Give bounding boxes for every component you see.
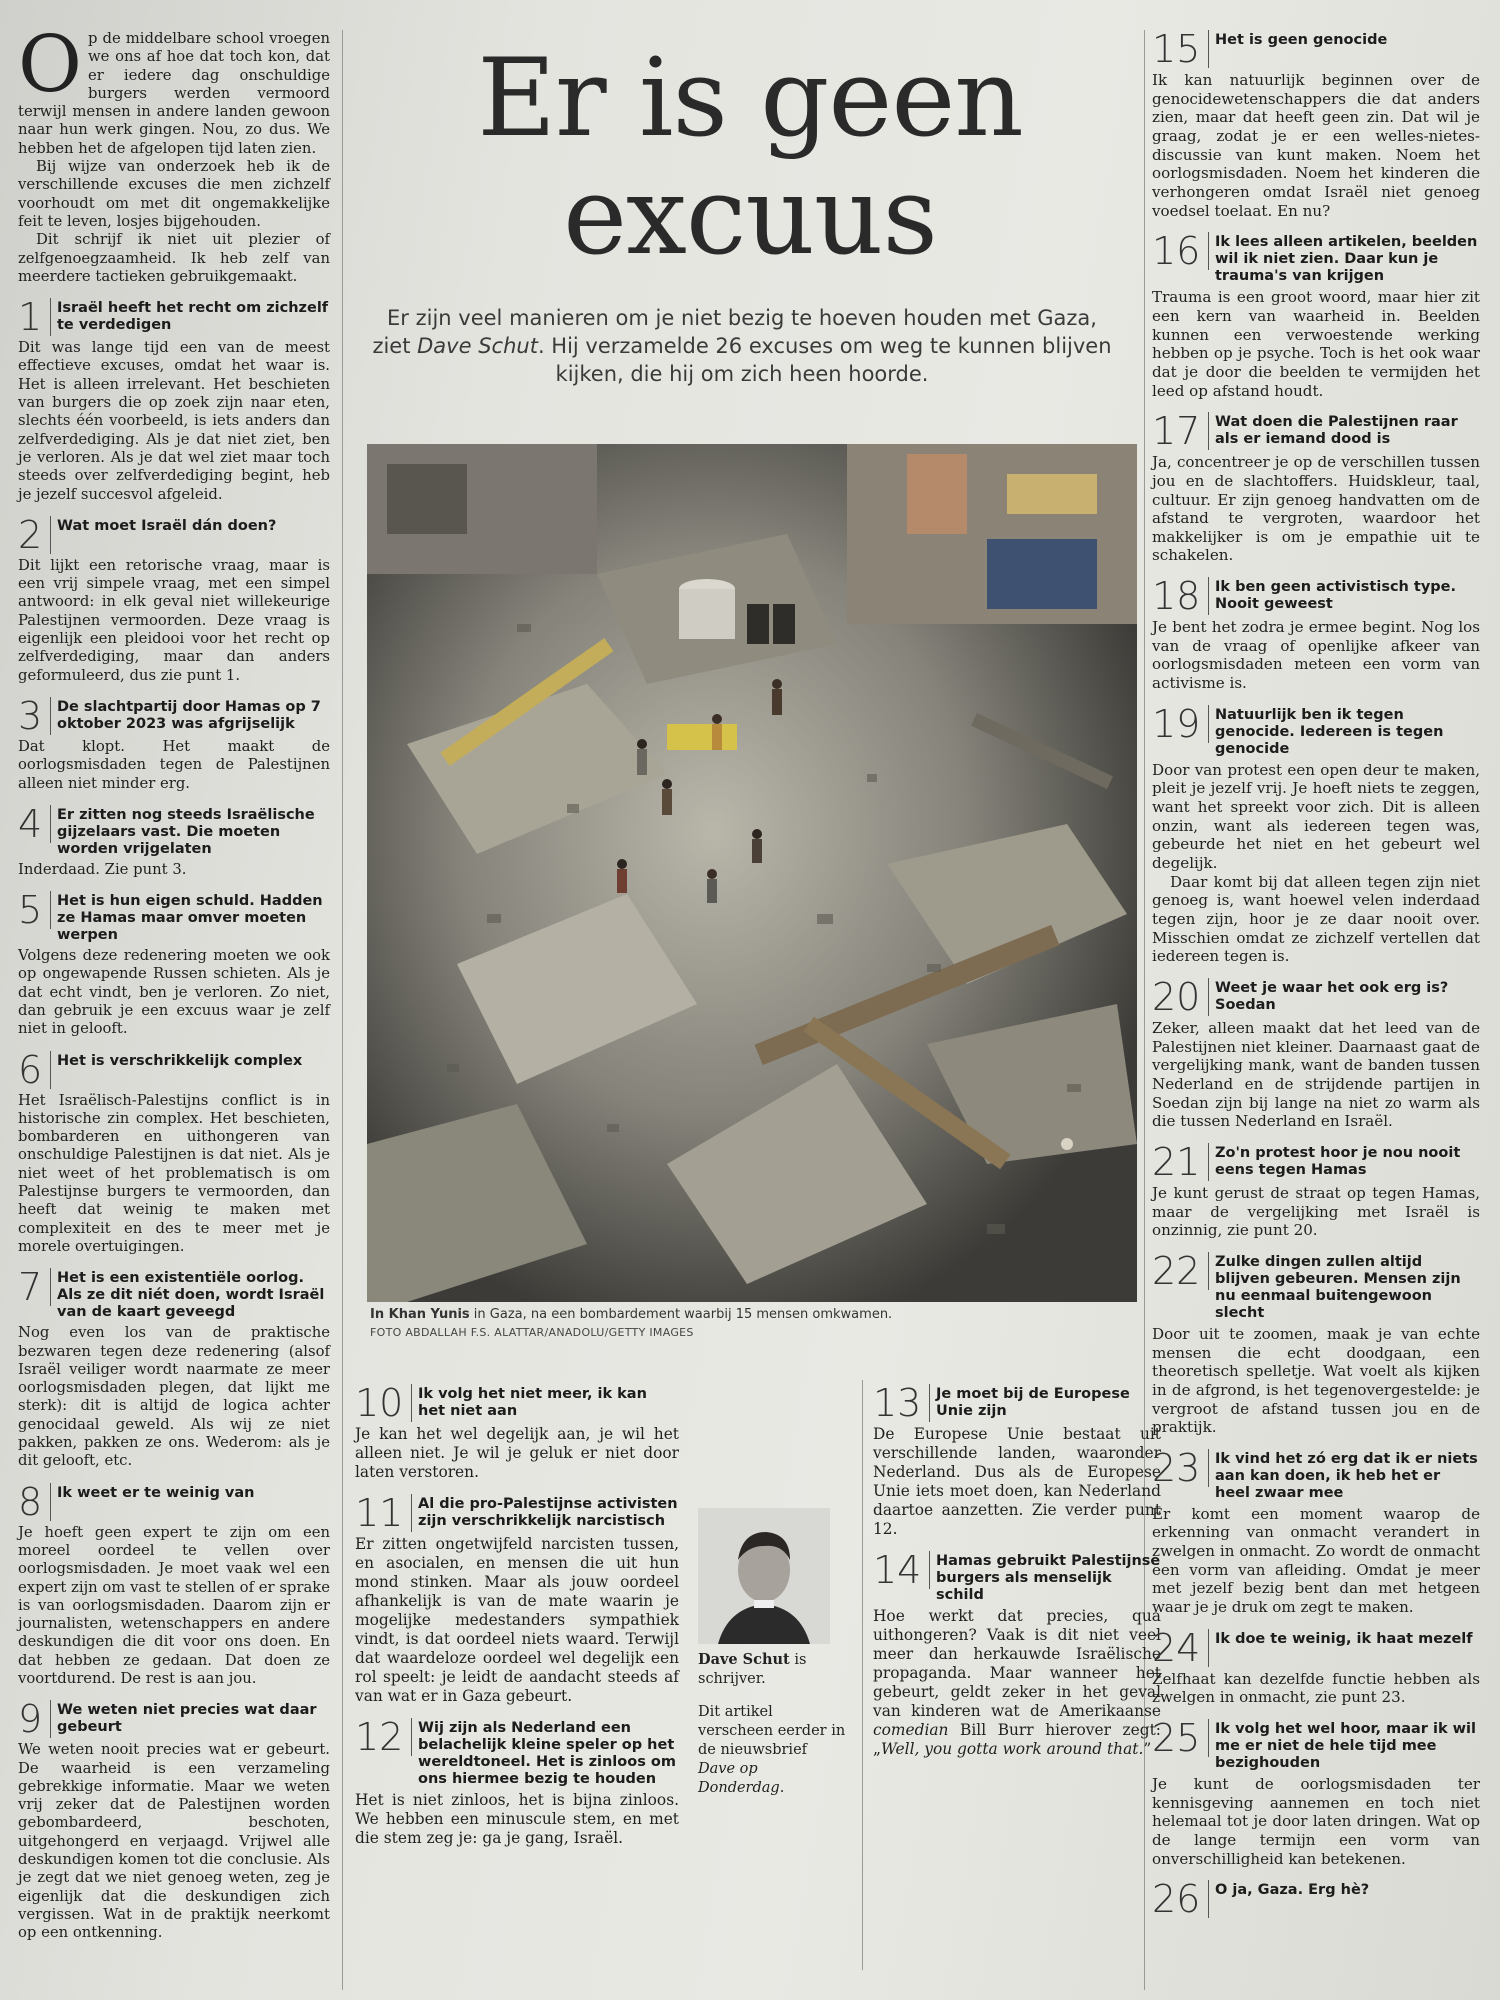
excuse-item xyxy=(1152,974,1480,1131)
excuse-title: Het is geen genocide xyxy=(1215,32,1388,48)
excuse-item xyxy=(1152,1139,1480,1240)
excuse-title: Ik vind het zó erg dat ik er niets aan kan doen, ik heb het er heel zwaar mee xyxy=(1215,1450,1478,1501)
intro-text-before: Er zijn veel manieren om je niet bezig te hoeven houden met Gaza, ziet xyxy=(372,306,1097,358)
excuse-title: Het is hun eigen schuld. Hadden ze Hamas maar omver moeten werpen xyxy=(57,893,323,944)
excuse-body xyxy=(873,1607,1161,1759)
excuse-body: Je kan het wel degelijk aan, je wil het alleen niet. Je wil je geluk er niet door laten verstoren. xyxy=(355,1425,679,1481)
excuse-number: 18 xyxy=(1152,577,1209,615)
excuse-item xyxy=(355,1381,679,1482)
excuse-number: 17 xyxy=(1152,412,1209,450)
author-portrait-illustration xyxy=(698,1508,830,1644)
excuse-title: Hamas gebruikt Palestijnse burgers als menselijk schild xyxy=(936,1553,1161,1603)
excuse-title: Israël heeft het recht om zichzelf te verdedigen xyxy=(57,300,329,334)
excuse-body: Je hoeft geen expert te zijn om een moreel oordeel te vellen over oorlogsmisdaden. Je moet vaak wel een expert zijn om vast te stellen of er sprake is van oorlogsmisdaden. Daarom zijn er journalisten, wetenschappers en andere deskundigen die dit voor ons doen. En dat hebben ze gedaan. Dat doen ze voortdurend. De rest is aan jou. xyxy=(18,1523,330,1687)
excuse-number: 15 xyxy=(1152,30,1209,68)
column-4 xyxy=(1152,27,1480,1922)
bio-note-pre: Dit artikel verscheen eerder in de nieuwsbrief xyxy=(698,1704,846,1758)
excuse-item xyxy=(1152,1877,1480,1922)
excuse-title: O ja, Gaza. Erg hè? xyxy=(1215,1882,1370,1899)
excuse-body: Je kunt gerust de straat op tegen Hamas, maar de vergelijking met Israël is onzinnig, zie punt 20. xyxy=(1152,1183,1480,1240)
column-rule xyxy=(342,30,343,1990)
intro-text-after: . Hij verzamelde 26 excuses om weg te kunnen blijven kijken, die hij om zich heen hoorde. xyxy=(537,334,1112,386)
excuse-number: 21 xyxy=(1152,1143,1209,1181)
excuse-item xyxy=(1152,1445,1480,1617)
excuse-title: Natuurlijk ben ik tegen genocide. Iedereen is tegen genocide xyxy=(1215,706,1444,757)
excuse-number: 1 xyxy=(18,298,51,336)
excuse-body: Dit was lange tijd een van de meest effectieve excuses, omdat het waar is. Het is alleen irrelevant. Het beschieten van burgers die op zoek zijn naar eten, slechts één voorbeeld, is iets anders dan zelfverdediging. Als je dat niet ziet, ben je verloren. Als je dat wel ziet maar toch steeds over zelfverdediging begint, heb je jezelf succesvol afgeleid. xyxy=(18,339,330,503)
headline-line-2: excuus xyxy=(563,154,937,279)
bio-role: is schrijver. xyxy=(698,1652,807,1687)
excuse-item xyxy=(1152,409,1480,565)
excuse-body: Door uit te zoomen, maak je van echte mensen die echt doodgaan, een theoretisch spelletje. Wat voelt als kijken in de afgrond, is het tegenovergestelde: je vergroot de afstand tussen jou en de praktijk. xyxy=(1152,1324,1480,1437)
excuse-item xyxy=(18,693,330,793)
excuse-title: Ik lees alleen artikelen, beelden wil ik niet zien. Daar kun je trauma's van krijgen xyxy=(1215,234,1478,285)
excuse-item xyxy=(355,1715,679,1848)
excuse-title: Ik ben geen activistisch type. Nooit geweest xyxy=(1215,579,1457,613)
excuse-number: 22 xyxy=(1152,1252,1209,1290)
excuse-title: Het is een existentiële oorlog. Als ze dit niét doen, wordt Israël van de kaart geveegd xyxy=(57,1270,325,1321)
excuse-body: Het is niet zinloos, het is bijna zinloos. We hebben een minuscule stem, en met die stem zeg je: ga je gang, Israël. xyxy=(355,1791,679,1847)
excuse-body-2: Daar komt bij dat alleen tegen zijn niet genoeg is, want hoewel velen inderdaad tegen zijn, hoor je ze daar nooit over. Misschien omdat ze zichzelf vertellen dat iedereen tegen is. xyxy=(1152,872,1480,966)
excuse-item xyxy=(873,1548,1161,1759)
excuse-item xyxy=(18,512,330,685)
excuse-item xyxy=(1152,574,1480,693)
excuse-body: Dit lijkt een retorische vraag, maar is een vrij simpele vraag, met een simpel antwoord: in elk geval niet willekeurige Palestijnen vermoorden. Deze vraag is eigenlijk een pleidooi voor het recht op zelfverdediging, maar dan anders geformuleerd, dus zie punt 1. xyxy=(18,556,330,684)
excuse-item xyxy=(18,295,330,504)
excuse-body: De Europese Unie bestaat uit verschillende landen, waaronder Nederland. Dus als de Europese Unie iets moet doen, kan Nederland daartoe aanzetten. Zie verder punt 12. xyxy=(873,1425,1161,1538)
headline-line-1: Er is geen xyxy=(477,36,1023,161)
excuse-title: Ik volg het wel hoor, maar ik wil me er niet de hele tijd mee bezighouden xyxy=(1215,1721,1476,1772)
excuse-body: Trauma is een groot woord, maar hier zit een kern van waarheid in. Beelden kunnen een verwoestende werking hebben op je psyche. Toch is het ook waar dat je door die beelden te vermijden het leed op afstand houdt. xyxy=(1152,288,1480,400)
excuse-item xyxy=(1152,1248,1480,1437)
excuse-item xyxy=(1152,701,1480,966)
excuse-number: 24 xyxy=(1152,1629,1209,1667)
author-portrait xyxy=(698,1508,830,1644)
caption-place: In Khan Yunis xyxy=(370,1307,470,1322)
excuse-body: Er komt een moment waarop de erkenning van onmacht verandert in zwelgen in onmacht. Zo wordt de onmacht een vorm van afleiding. Omdat je meer met jezelf bezig bent dan met hetgeen waar je je druk om zegt te maken. xyxy=(1152,1504,1480,1617)
excuse-body: Zelfhaat kan dezelfde functie hebben als zwelgen in onmacht, zie punt 23. xyxy=(1152,1669,1480,1707)
caption-text: in Gaza, na een bombardement waarbij 15 mensen omkwamen. xyxy=(469,1307,893,1322)
excuse-body: Zeker, alleen maakt dat het leed van de Palestijnen niet kleiner. Daarnaast gaat de vergelijking mank, want de banden tussen Nederland en de strijdende partijen in Soedan zijn bij lange na niet zo warm als die tussen Nederland en Israël. xyxy=(1152,1018,1480,1131)
excuse-number: 7 xyxy=(18,1268,51,1306)
excuse-item xyxy=(18,1479,330,1689)
excuse-number: 16 xyxy=(1152,232,1209,270)
excuse-item xyxy=(873,1381,1161,1539)
excuse-number: 20 xyxy=(1152,978,1209,1016)
excuse-item xyxy=(1152,1625,1480,1707)
excuse-number: 23 xyxy=(1152,1449,1209,1487)
excuse-number: 13 xyxy=(873,1384,930,1422)
excuse-title: Weet je waar het ook erg is? Soedan xyxy=(1215,979,1449,1013)
excuse-item xyxy=(18,1697,330,1942)
excuse-quote-close: ” xyxy=(1143,1740,1152,1758)
excuse-body: Door van protest een open deur te maken, pleit je jezelf vrij. Je hoeft niets te zeggen, want het spreekt voor zich. Dit is alleen onzin, want als iedereen tegen was, gebeurde het niet en het gebeurt wel degelijk. xyxy=(1152,760,1480,873)
opening-p3: Dit schrijf ik niet uit plezier of zelfgenoegzaamheid. Ik heb zelf van meerdere tactieken gebruikgemaakt. xyxy=(18,231,330,285)
excuse-title: Het is verschrikkelijk complex xyxy=(57,1052,303,1069)
bio-note-post: . xyxy=(779,1780,785,1796)
excuse-title: Al die pro-Palestijnse activisten zijn verschrikkelijk narcistisch xyxy=(418,1496,678,1529)
excuse-body-text: Hoe werkt dat precies, qua uithongeren? Vaak is dit niet veel meer dan herkauwde Israëlische propaganda. Maar wanneer het gebeurt, geldt zeker in het geval van kinderen wat de Amerikaanse xyxy=(873,1607,1161,1720)
excuse-body: Ja, concentreer je op de verschillen tussen jou en de slachtoffers. Huidskleur, taal, cultuur. Er zijn genoeg handvatten om de afstand te vergroten, waardoor het makkelijker is om je empathie uit te schakelen. xyxy=(1152,453,1480,565)
excuse-number: 9 xyxy=(18,1700,51,1738)
photo-credit: FOTO ABDALLAH F.S. ALATTAR/ANADOLU/GETTY IMAGES xyxy=(370,1326,694,1339)
photo-caption xyxy=(370,1306,1140,1342)
bio-note-em: Dave op Donderdag xyxy=(698,1761,780,1796)
excuse-number: 10 xyxy=(355,1384,412,1422)
excuse-title: Zulke dingen zullen altijd blijven gebeuren. Mensen zijn nu eenmaal buitengewoon slecht xyxy=(1215,1253,1461,1321)
excuse-number: 2 xyxy=(18,516,51,554)
excuse-title: Er zitten nog steeds Israëlische gijzelaars vast. Die moeten worden vrijgelaten xyxy=(57,806,315,857)
excuse-number: 19 xyxy=(1152,705,1209,743)
column-1 xyxy=(18,20,330,1943)
excuse-number: 8 xyxy=(18,1483,51,1521)
excuse-number: 6 xyxy=(18,1051,51,1089)
excuse-body: Volgens deze redenering moeten we ook op ongewapende Russen schieten. Als je dat echt vindt, ben je verloren. Zo niet, dan gebruik je een excuus waar je zelf niet in gelooft. xyxy=(18,947,330,1038)
excuse-title: Wij zijn als Nederland een belachelijk kleine speler op het wereldtoneel. Het is zinloos om ons hiermee bezig te houden xyxy=(418,1720,676,1787)
excuse-body: Er zitten ongetwijfeld narcisten tussen, en asocialen, en mensen die uit hun mond stinken. Maar als jouw oordeel afhankelijk is van de mate waarin je mogelijke medestanders sympathiek vindt, is dat oordeel niets waard. Terwijl dat waardeloze oordeel wel degelijk een rol speelt: je leidt de aandacht steeds af van wat er in Gaza gebeurt. xyxy=(355,1535,679,1705)
excuse-title: We weten niet precies wat daar gebeurt xyxy=(57,1702,317,1736)
excuse-title: Wat doen die Palestijnen raar als er iemand dood is xyxy=(1215,414,1458,448)
drop-cap: O xyxy=(18,20,82,110)
rubble-photo-illustration xyxy=(367,444,1137,1302)
author-bio xyxy=(698,1650,848,1798)
excuse-body: We weten nooit precies wat er gebeurt. De waarheid is een verzameling gebrekkige informatie. Maar we weten vrij zeker dat de Palestijnen worden gebombardeerd, beschoten, uitgehongerd en verjaagd. Vrijwel alle deskundigen komen tot die conclusie. Als je zegt dat we niet genoeg weten, zeg je eigenlijk dat die deskundigen zich vergissen. Wat in de praktijk neerkomt op een ontkenning. xyxy=(18,1741,330,1942)
excuse-item xyxy=(18,801,330,879)
excuse-number: 4 xyxy=(18,805,51,843)
excuse-body: Nog even los van de praktische bezwaren tegen deze redenering (alsof Israël veiliger wordt naarmate ze meer oorlogsmisdaden plegen, dat lijkt me sterk): dit is altijd de logica achter genocidaal geweld. Als wij ze niet pakken, pakken ze ons. Wederom: als je dit gelooft, etc. xyxy=(18,1324,330,1470)
excuse-quote: Well, you gotta work around that. xyxy=(880,1740,1144,1758)
excuse-number: 25 xyxy=(1152,1719,1209,1757)
excuse-number: 3 xyxy=(18,697,51,735)
excuse-item xyxy=(1152,229,1480,400)
excuse-number: 26 xyxy=(1152,1880,1209,1918)
column-2 xyxy=(355,1381,679,1848)
excuse-item xyxy=(18,888,330,1038)
excuse-item xyxy=(18,1047,330,1257)
excuse-item xyxy=(1152,1716,1480,1868)
excuse-body: Het Israëlisch-Palestijns conflict is in historische zin complex. Het beschieten, bombarderen en uithongeren van onschuldige Palestijnen is dat niet. Als je niet weet of het problematisch is om Palestijnse burgers te vermoorden, dan heeft dat weinig te maken met complexiteit en des te meer met je morele overtuigingen. xyxy=(18,1091,330,1255)
article-headline xyxy=(380,36,1120,279)
excuse-title: Wat moet Israël dán doen? xyxy=(57,517,277,534)
excuse-body-em: comedian xyxy=(873,1721,949,1739)
excuse-title: Je moet bij de Europese Unie zijn xyxy=(936,1386,1130,1419)
article-photo xyxy=(367,444,1137,1302)
column-3 xyxy=(873,1381,1161,1759)
excuse-number: 14 xyxy=(873,1551,930,1589)
excuse-title: De slachtpartij door Hamas op 7 oktober 2023 was afgrijselijk xyxy=(57,698,321,732)
bio-name: Dave Schut xyxy=(698,1651,790,1668)
excuse-number: 12 xyxy=(355,1718,412,1756)
excuse-body: Je bent het zodra je ermee begint. Nog los van de vraag of openlijke afkeer van oorlogsmisdaden meteen een vorm van activisme is. xyxy=(1152,618,1480,693)
intro-author-name: Dave Schut xyxy=(417,334,538,358)
excuse-item xyxy=(355,1491,679,1706)
opening-p1: p de middelbare school vroegen we ons af hoe dat toch kon, dat er iedere dag onschuldige burgers werden vermoord terwijl mensen in andere landen gewoon naar hun werk gingen. Nou, zo dus. We hebben het de afgelopen tijd laten zien. xyxy=(18,30,330,157)
excuse-body: Ik kan natuurlijk beginnen over de genocidewetenschappers die dat anders zien, maar dat heeft geen zin. Dat wil je graag, zodat je er een welles-nietes-discussie van kunt maken. Noem het oorlogsmisdaden. Noem het kinderen die verhongeren omdat Israël niet genoeg voedsel toelaat. En nu? xyxy=(1152,71,1480,220)
excuse-body: Je kunt de oorlogsmisdaden ter kennisgeving aannemen en toch niet helemaal tot je door laten dringen. Wat op de lange termijn een vorm van onverschilligheid kan betekenen. xyxy=(1152,1775,1480,1868)
excuse-item xyxy=(1152,27,1480,220)
excuse-title: Ik volg het niet meer, ik kan het niet aan xyxy=(418,1386,647,1419)
excuse-body: Inderdaad. Zie punt 3. xyxy=(18,860,187,878)
excuse-title: Ik weet er te weinig van xyxy=(57,1484,255,1501)
opening-paragraph xyxy=(18,20,330,158)
excuse-title: Zo'n protest hoor je nou nooit eens tegen Hamas xyxy=(1215,1144,1461,1178)
excuse-number: 11 xyxy=(355,1494,412,1532)
column-rule xyxy=(862,1380,863,1970)
excuse-body-after: Bill Burr hierover zegt: „ xyxy=(873,1721,1161,1758)
opening-p2: Bij wijze van onderzoek heb ik de verschillende excuses die men zichzelf voorhoudt om met dit ongemakkelijke feit te leven, losjes bijgehouden. xyxy=(18,158,330,230)
excuse-item xyxy=(18,1265,330,1470)
excuse-title: Ik doe te weinig, ik haat mezelf xyxy=(1215,1630,1473,1647)
excuse-number: 5 xyxy=(18,891,51,929)
excuse-body: Dat klopt. Het maakt de oorlogsmisdaden tegen de Palestijnen alleen niet minder erg. xyxy=(18,737,330,792)
article-intro xyxy=(372,304,1112,388)
